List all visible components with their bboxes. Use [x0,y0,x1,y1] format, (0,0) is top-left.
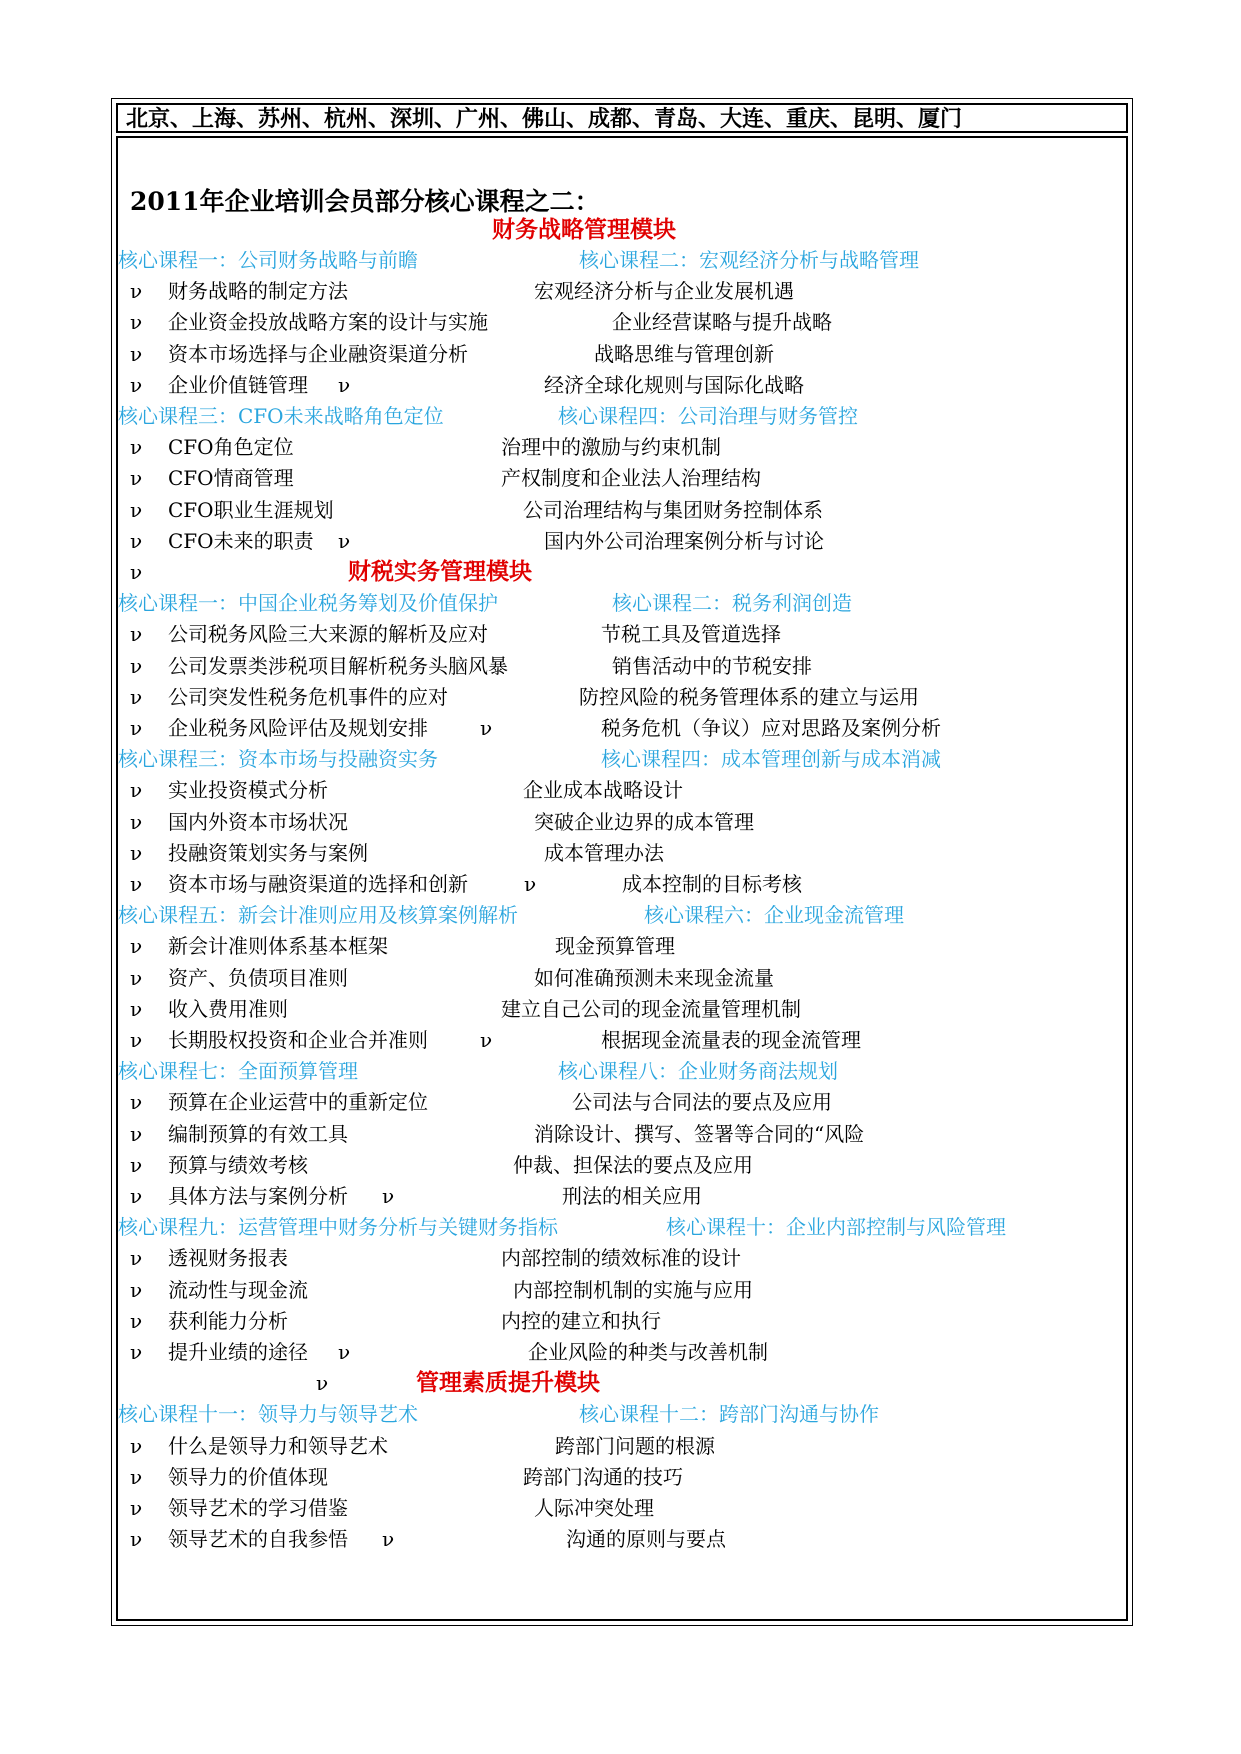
bullet: ν [130,685,143,709]
list-item: CFO未来的职责 [168,529,314,553]
list-item: 现金预算管理 [555,934,675,958]
list-item: 企业税务风险评估及规划安排 [168,716,428,740]
course-heading: 核心课程一：公司财务战略与前瞻 [118,248,418,272]
course-heading: 核心课程十二：跨部门沟通与协作 [579,1402,879,1426]
course-heading: 核心课程四：公司治理与财务管控 [558,404,858,428]
list-item: 国内外资本市场状况 [168,810,348,834]
course-heading: 核心课程十：企业内部控制与风险管理 [666,1215,1006,1239]
bullet: ν [130,1496,143,1520]
course-heading: 核心课程二：宏观经济分析与战略管理 [579,248,919,272]
list-item: 公司法与合同法的要点及应用 [572,1090,832,1114]
document-frame [111,98,1133,1626]
list-item: 战略思维与管理创新 [594,342,774,366]
list-item: 国内外公司治理案例分析与讨论 [544,529,824,553]
list-item: 资产、负债项目准则 [168,966,348,990]
list-item: 投融资策划实务与案例 [168,841,368,865]
list-item: 产权制度和企业法人治理结构 [501,466,761,490]
list-item: 公司治理结构与集团财务控制体系 [523,498,823,522]
bullet: ν [130,1090,143,1114]
bullet: ν [130,1028,143,1052]
bullet: ν [524,872,537,896]
bullet: ν [130,997,143,1021]
module-heading: 财税实务管理模块 [348,558,532,585]
list-item: 具体方法与案例分析 [168,1184,348,1208]
list-item: 跨部门问题的根源 [555,1434,715,1458]
list-item: 预算在企业运营中的重新定位 [168,1090,428,1114]
list-item: 流动性与现金流 [168,1278,308,1302]
list-item: 企业经营谋略与提升战略 [612,310,832,334]
bullet: ν [130,1434,143,1458]
bullet: ν [130,966,143,990]
list-item: 公司突发性税务危机事件的应对 [168,685,448,709]
list-item: 防控风险的税务管理体系的建立与运用 [579,685,919,709]
bullet: ν [130,810,143,834]
list-item: 沟通的原则与要点 [566,1527,726,1551]
list-item: 领导艺术的自我参悟 [168,1527,348,1551]
bullet: ν [130,1122,143,1146]
course-heading: 核心课程八：企业财务商法规划 [558,1059,838,1083]
list-item: 根据现金流量表的现金流管理 [601,1028,861,1052]
list-item: 消除设计、撰写、签署等合同的“风险 [534,1122,865,1146]
bullet: ν [382,1184,395,1208]
list-item: 人际冲突处理 [534,1496,654,1520]
bullet: ν [130,622,143,646]
bullet: ν [130,310,143,334]
list-item: 新会计准则体系基本框架 [168,934,388,958]
bullet: ν [130,560,143,584]
bullet: ν [130,1153,143,1177]
course-heading: 核心课程五：新会计准则应用及核算案例解析 [118,903,518,927]
list-item: 内控的建立和执行 [501,1309,661,1333]
bullet: ν [338,529,351,553]
list-item: 收入费用准则 [168,997,288,1021]
list-item: 如何准确预测未来现金流量 [534,966,774,990]
bullet: ν [130,1527,143,1551]
list-item: CFO情商管理 [168,466,294,490]
list-item: 税务危机（争议）应对思路及案例分析 [601,716,941,740]
list-item: 公司税务风险三大来源的解析及应对 [168,622,488,646]
list-item: 节税工具及管道选择 [601,622,781,646]
bullet: ν [130,373,143,397]
bullet: ν [130,342,143,366]
bullet: ν [130,1184,143,1208]
cities-header: 北京、上海、苏州、杭州、深圳、广州、佛山、成都、青岛、大连、重庆、昆明、厦门 [116,103,1128,133]
list-item: CFO职业生涯规划 [168,498,334,522]
list-item: 企业成本战略设计 [523,778,683,802]
course-heading: 核心课程三：CFO未来战略角色定位 [118,404,444,428]
bullet: ν [130,716,143,740]
list-item: 企业价值链管理 [168,373,308,397]
list-item: 内部控制机制的实施与应用 [513,1278,753,1302]
list-item: 治理中的激励与约束机制 [501,435,721,459]
list-item: CFO角色定位 [168,435,294,459]
course-heading: 核心课程二：税务利润创造 [612,591,852,615]
list-item: 编制预算的有效工具 [168,1122,348,1146]
page-title: 2011年企业培训会员部分核心课程之二： [130,187,600,216]
bullet: ν [130,1278,143,1302]
list-item: 建立自己公司的现金流量管理机制 [501,997,801,1021]
list-item: 透视财务报表 [168,1246,288,1270]
bullet: ν [130,872,143,896]
list-item: 领导力的价值体现 [168,1465,328,1489]
bullet: ν [130,1465,143,1489]
course-heading: 核心课程三：资本市场与投融资实务 [118,747,438,771]
bullet: ν [130,841,143,865]
list-item: 突破企业边界的成本管理 [534,810,754,834]
bullet: ν [130,279,143,303]
list-item: 企业风险的种类与改善机制 [528,1340,768,1364]
list-item: 长期股权投资和企业合并准则 [168,1028,428,1052]
module-heading: 管理素质提升模块 [416,1369,600,1396]
list-item: 获利能力分析 [168,1309,288,1333]
list-item: 仲裁、担保法的要点及应用 [513,1153,753,1177]
list-item: 实业投资模式分析 [168,778,328,802]
course-heading: 核心课程七：全面预算管理 [118,1059,358,1083]
course-heading: 核心课程九：运营管理中财务分析与关键财务指标 [118,1215,558,1239]
bullet: ν [130,778,143,802]
list-item: 宏观经济分析与企业发展机遇 [534,279,794,303]
bullet: ν [130,435,143,459]
list-item: 公司发票类涉税项目解析税务头脑风暴 [168,654,508,678]
bullet: ν [338,373,351,397]
list-item: 跨部门沟通的技巧 [523,1465,683,1489]
bullet: ν [130,529,143,553]
course-heading: 核心课程十一：领导力与领导艺术 [118,1402,418,1426]
bullet: ν [130,1246,143,1270]
course-list-panel [116,136,1128,1621]
list-item: 企业资金投放战略方案的设计与实施 [168,310,488,334]
bullet: ν [480,1028,493,1052]
list-item: 内部控制的绩效标准的设计 [501,1246,741,1270]
list-item: 资本市场与融资渠道的选择和创新 [168,872,468,896]
list-item: 成本控制的目标考核 [622,872,802,896]
list-item: 财务战略的制定方法 [168,279,348,303]
bullet: ν [130,498,143,522]
bullet: ν [480,716,493,740]
list-item: 什么是领导力和领导艺术 [168,1434,388,1458]
list-item: 刑法的相关应用 [562,1184,702,1208]
bullet: ν [130,1340,143,1364]
list-item: 领导艺术的学习借鉴 [168,1496,348,1520]
course-heading: 核心课程六：企业现金流管理 [644,903,904,927]
bullet: ν [338,1340,351,1364]
list-item: 提升业绩的途径 [168,1340,308,1364]
list-item: 预算与绩效考核 [168,1153,308,1177]
bullet: ν [130,466,143,490]
course-heading: 核心课程四：成本管理创新与成本消减 [601,747,941,771]
list-item: 销售活动中的节税安排 [612,654,812,678]
list-item: 资本市场选择与企业融资渠道分析 [168,342,468,366]
bullet: ν [316,1371,329,1395]
bullet: ν [130,1309,143,1333]
list-item: 经济全球化规则与国际化战略 [544,373,804,397]
module-heading: 财务战略管理模块 [492,216,676,243]
bullet: ν [130,934,143,958]
bullet: ν [382,1527,395,1551]
list-item: 成本管理办法 [544,841,664,865]
bullet: ν [130,654,143,678]
course-heading: 核心课程一：中国企业税务筹划及价值保护 [118,591,498,615]
